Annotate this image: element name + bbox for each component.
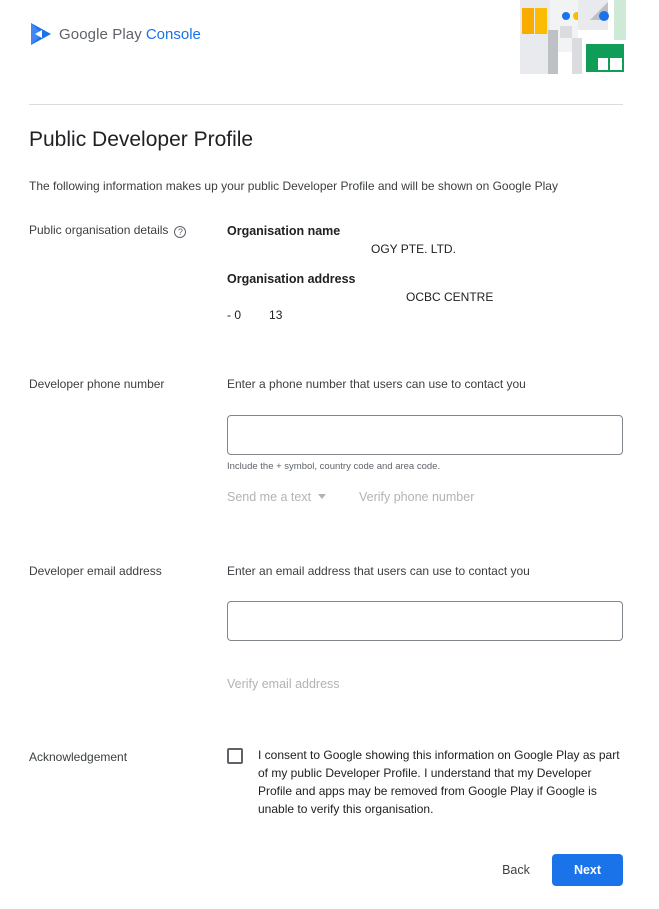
org-section-label — [29, 223, 186, 238]
brand-google-play: Google Play — [59, 25, 142, 43]
org-address-line1: OCBC CENTRE — [406, 290, 494, 304]
org-address-title: Organisation address — [227, 272, 356, 286]
decorative-illustration — [520, 0, 626, 74]
org-name-title: Organisation name — [227, 224, 341, 238]
email-input[interactable] — [227, 601, 623, 641]
header-divider — [29, 104, 623, 105]
verify-phone-button[interactable]: Verify phone number — [359, 490, 475, 504]
phone-helper-text: Include the + symbol, country code and area code. — [227, 461, 441, 472]
verify-email-button[interactable]: Verify email address — [227, 677, 340, 691]
help-icon[interactable]: ? — [174, 226, 186, 238]
org-address-line3: 13 — [269, 308, 283, 322]
page-title: Public Developer Profile — [29, 128, 254, 151]
brand-console: Console — [145, 25, 201, 43]
ack-label: Acknowledgement — [29, 750, 128, 764]
send-text-dropdown[interactable] — [227, 490, 326, 504]
consent-checkbox[interactable] — [227, 748, 243, 764]
send-text-label: Send me a text — [227, 490, 312, 504]
next-button[interactable]: Next — [552, 854, 623, 886]
email-label: Developer email address — [29, 564, 162, 578]
org-address-line2 — [227, 308, 282, 322]
org-address-line2-prefix: - 0 — [227, 308, 242, 322]
page-intro: The following information makes up your public Developer Profile and will be shown on Google Play — [29, 179, 558, 193]
email-hint: Enter an email address that users can use to contact you — [227, 564, 530, 578]
phone-input[interactable] — [227, 415, 623, 455]
google-play-console-logo[interactable] — [29, 20, 201, 48]
play-console-icon — [29, 21, 53, 47]
org-section-label-text: Public organisation details — [29, 223, 169, 237]
back-button[interactable]: Back — [489, 854, 543, 886]
phone-hint: Enter a phone number that users can use to contact you — [227, 377, 526, 391]
consent-text: I consent to Google showing this information on Google Play as part of my public Developer Profile. I understand that my Developer Profile and apps may be removed from Google Play if Google is unable to verify this organisation. — [258, 748, 620, 816]
phone-label: Developer phone number — [29, 377, 165, 391]
dropdown-caret-icon — [318, 494, 326, 499]
org-name-value: OGY PTE. LTD. — [371, 242, 456, 256]
